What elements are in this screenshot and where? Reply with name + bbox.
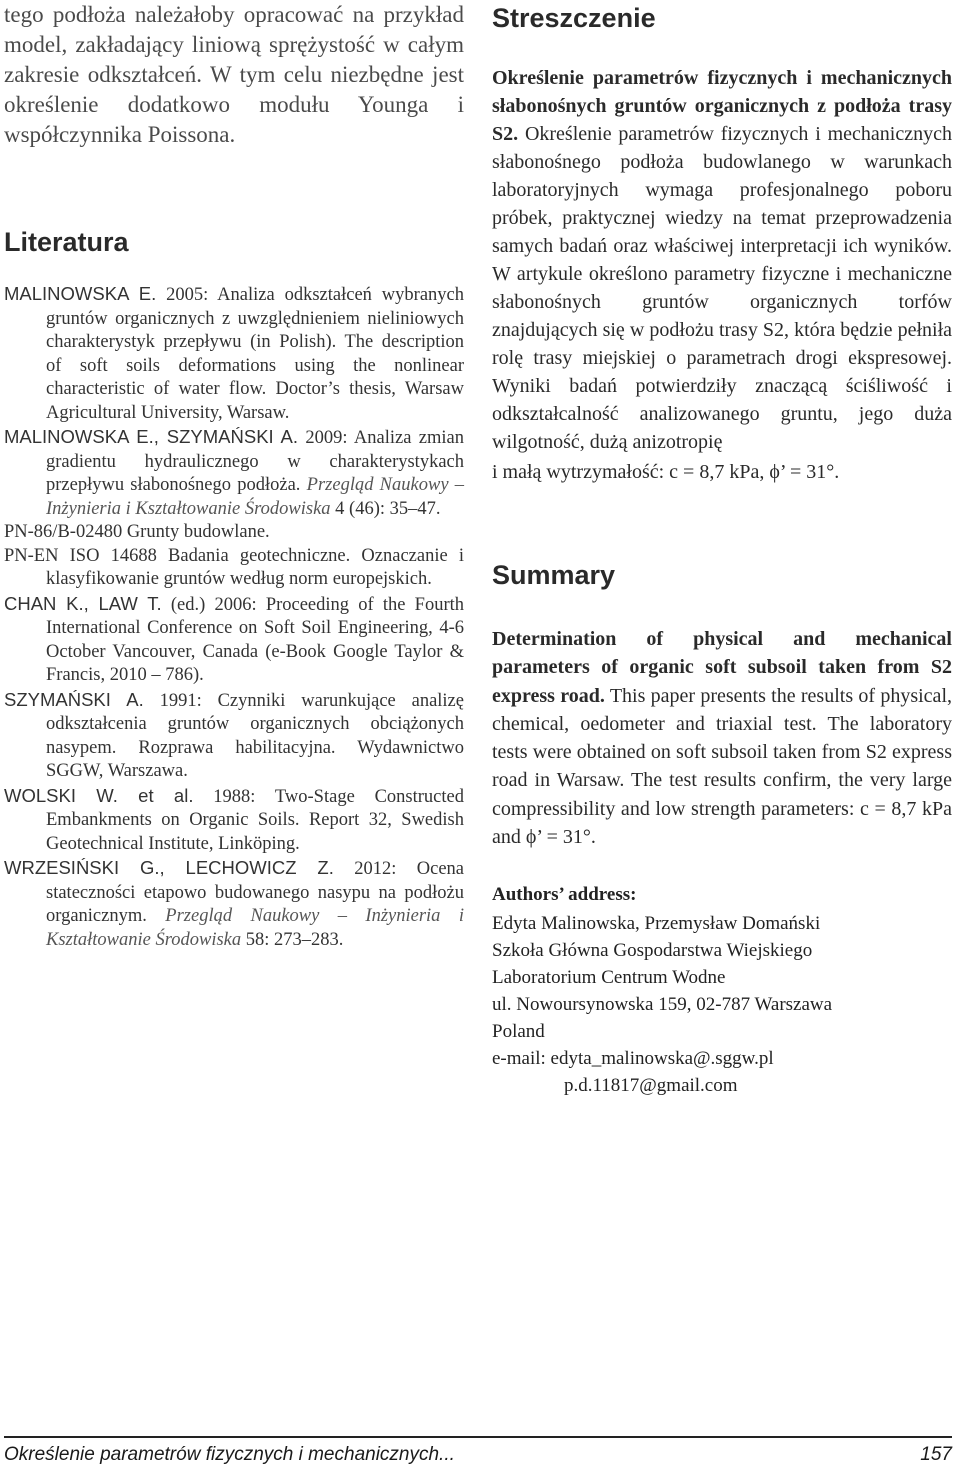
reference-item: WRZESIŃSKI G., LECHOWICZ Z. 2012: Ocena stateczności etapowo budowanego nasypu na podłożu organicznym. Przegląd Naukowy – Inżynieria i Kształtowanie Środowiska 58: 273–283.	[4, 857, 464, 950]
page-number: 157	[920, 1444, 952, 1465]
page-footer	[4, 1436, 952, 1468]
reference-item: WOLSKI W. et al. 1988: Two-Stage Constructed Embankments on Organic Soils. Report 32, Swedish Geotechnical Institute, Linköping.	[4, 784, 464, 854]
abstract-polish-body: Określenie parametrów fizycznych i mechanicznych słabonośnego podłoża budowlanego w warunkach laboratoryjnych wymaga profesjonalnego poboru próbek, praktycznej wiedzy na temat przeprowadzenia samych badań oraz właściwej interpretacji ich wyników. W artykule określono parametry fizyczne i mechaniczne słabonośnych gruntów organicznych torfów znajdujących się w podłożu trasy S2, która będzie pełniła rolę trasy miejskiej o parametrach drogi ekspresowej. Wyniki badań potwierdziły znaczącą ściśliwość i odkształcalność analizowanego gruntu, jego duża wilgotność, dużą anizotropię	[492, 123, 952, 453]
abstract-polish	[492, 64, 952, 486]
right-column	[492, 0, 952, 1099]
abstract-polish-params: i małą wytrzymałość: c = 8,7 kPa, ϕ’ = 31°.	[492, 461, 840, 483]
authors-address	[492, 881, 952, 1099]
left-column	[4, 0, 464, 952]
address-line: Poland	[492, 1021, 545, 1043]
streszczenie-heading: Streszczenie	[492, 3, 656, 33]
reference-item: MALINOWSKA E. 2005: Analiza odkształceń wybranych gruntów organicznych z uwzględnieniem nieliniowych charakterystyk przepływu (in Polish). The description of soft soils deformations using the nonlinear characteristic of water flow. Doctor’s thesis, Warsaw Agricultural University, Warsaw.	[4, 283, 464, 423]
literature-heading: Literatura	[4, 227, 129, 257]
address-line: Laboratorium Centrum Wodne	[492, 967, 726, 989]
abstract-english-body: This paper presents the results of physical, chemical, oedometer and triaxial test. The laboratory tests were obtained on soft subsoil taken from S2 express road in Warsaw. The test results confirm, the very large compressibility and low strength parameters: c = 8,7 kPa and ϕ’ = 31°.	[492, 684, 952, 849]
address-line: ul. Nowoursynowska 159, 02-787 Warszawa	[492, 994, 833, 1016]
address-line: Szkoła Główna Gospodarstwa Wiejskiego	[492, 940, 813, 962]
email-line: e-mail: edyta_malinowska@.sggw.pl	[492, 1048, 774, 1070]
authors-address-label: Authors’ address:	[492, 884, 637, 906]
reference-item: PN-EN ISO 14688 Badania geotechniczne. Oznaczanie i klasyfikowanie gruntów według norm europejskich.	[4, 545, 464, 589]
abstract-english-title: Determination of physical and mechanical parameters of organic soft subsoil taken from S2 express road.	[492, 628, 952, 707]
summary-heading: Summary	[492, 560, 616, 590]
reference-item: MALINOWSKA E., SZYMAŃSKI A. 2009: Analiza zmian gradientu hydraulicznego w charakterystykach przepływu słabonośnego podłoża. Przegląd Naukowy – Inżynieria i Kształtowanie Środowiska 4 (46): 35–47.	[4, 426, 465, 519]
reference-item: SZYMAŃSKI A. 1991: Czynniki warunkujące analizę odkształcenia gruntów organicznych obciążonych nasypem. Rozprawa habilitacyjna. Wydawnictwo SGGW, Warszawa.	[4, 688, 464, 781]
email-line-secondary: p.d.11817@gmail.com	[564, 1075, 738, 1097]
reference-item: PN-86/B-02480 Grunty budowlane.	[4, 522, 270, 542]
address-line: Edyta Malinowska, Przemysław Domański	[492, 913, 821, 935]
reference-list	[4, 282, 464, 952]
abstract-polish-title: Określenie parametrów fizycznych i mechanicznych słabonośnych gruntów organicznych z podłoża trasy S2.	[492, 67, 952, 145]
intro-paragraph: tego podłoża należałoby opracować na przykład model, zakładający liniową sprężystość w całym zakresie odkształceń. W tym celu niezbędne jest określenie dodatkowo modułu Younga i współczynnika Poissona.	[4, 2, 464, 147]
running-title: Określenie parametrów fizycznych i mechanicznych...	[4, 1444, 455, 1465]
reference-item: CHAN K., LAW T. (ed.) 2006: Proceeding of the Fourth International Conference on Soft Soil Engineering, 4-6 October Vancouver, Canada (e-Book Google Taylor & Francis, 2010 – 786).	[4, 592, 464, 685]
abstract-english	[492, 625, 952, 851]
